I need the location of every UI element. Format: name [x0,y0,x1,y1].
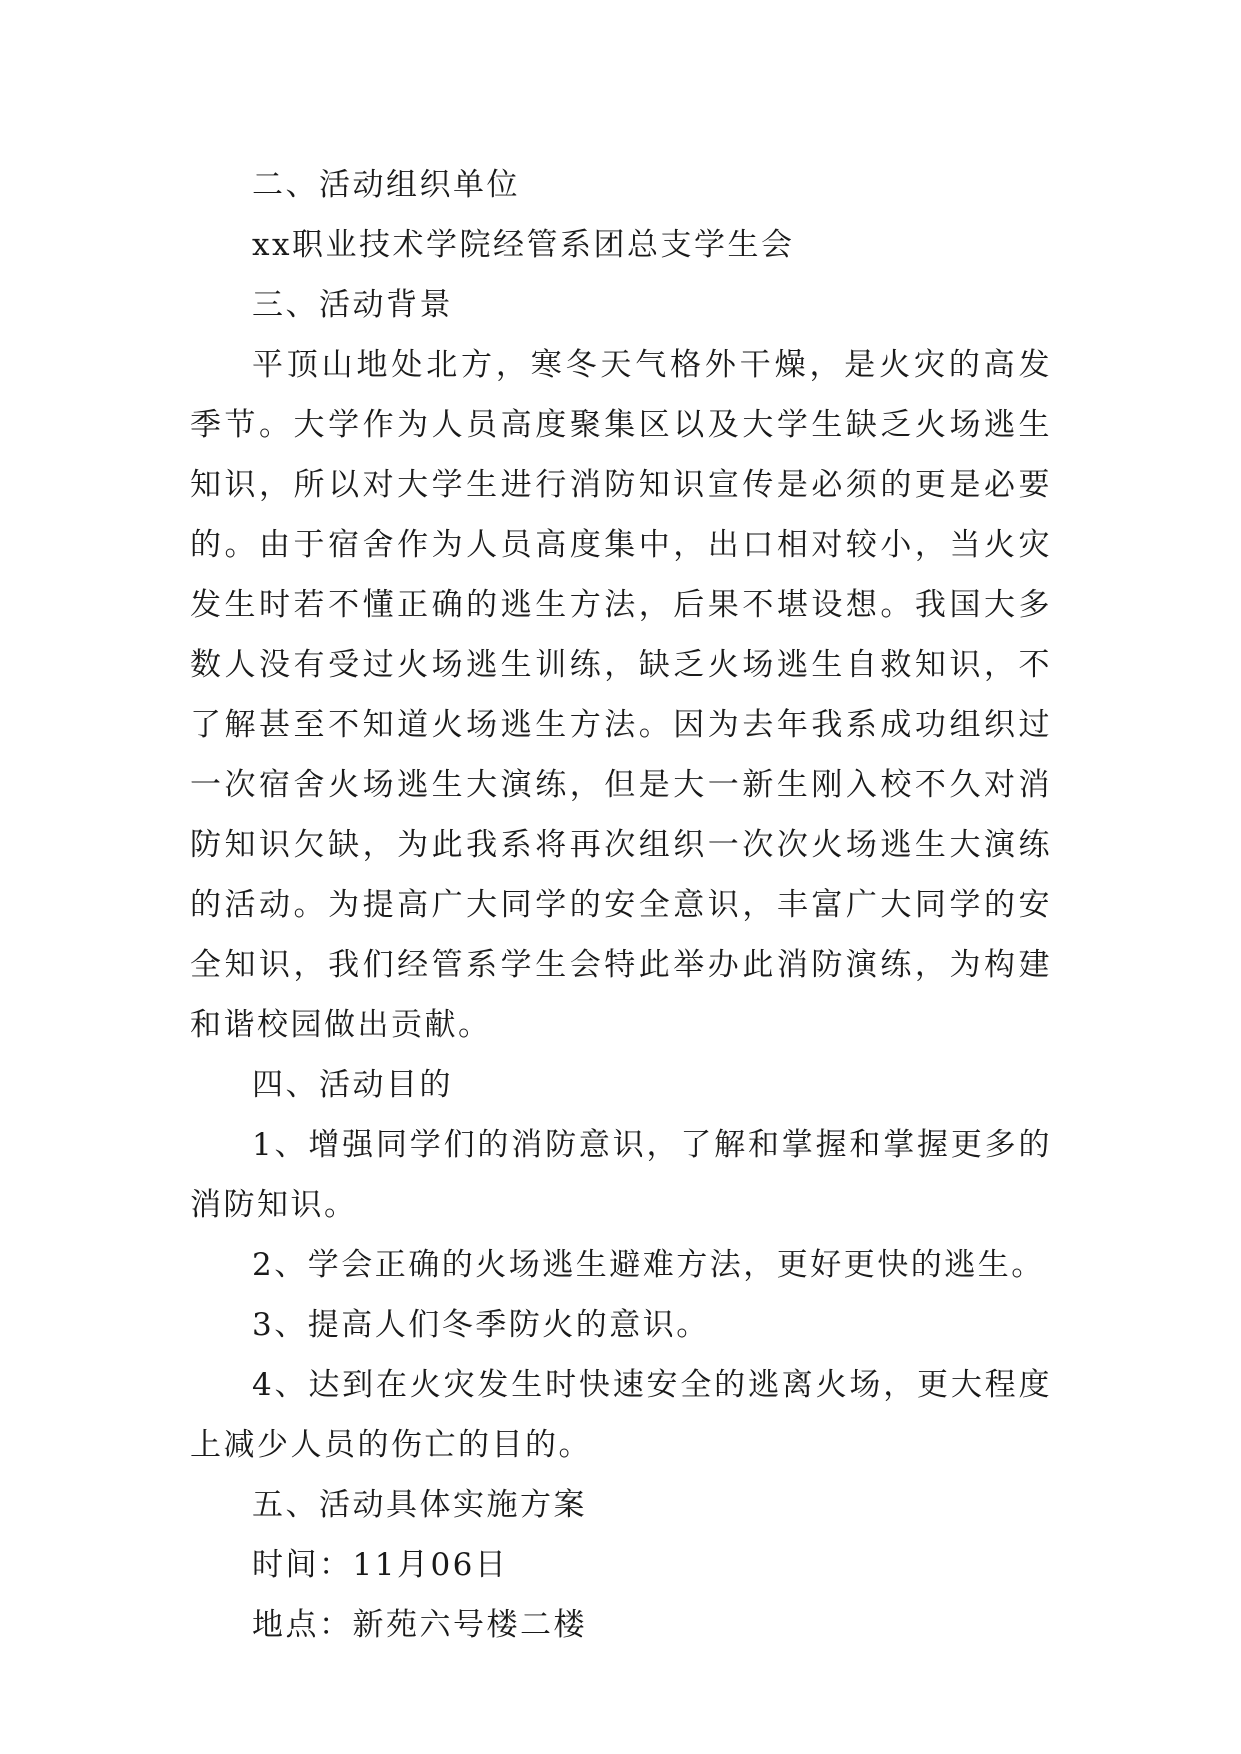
purpose-item-2: 2、学会正确的火场逃生避难方法，更好更快的逃生。 [252,1247,1045,1283]
section-heading-organizer: 二、活动组织单位 [252,167,520,203]
purpose-item-1: 1、增强同学们的消防意识，了解和掌握和掌握更多的消防知识。 [190,1127,1052,1223]
purpose-item-3: 3、提高人们冬季防火的意识。 [252,1307,710,1343]
background-paragraph: 平顶山地处北方，寒冬天气格外干燥，是火灾的高发季节。大学作为人员高度聚集区以及大学生缺乏火场逃生知识，所以对大学生进行消防知识宣传是必须的更是必要的。由于宿舍作为人员高度集中，出口相对较小，当火灾发生时若不懂正确的逃生方法，后果不堪设想。我国大多数人没有受过火场逃生训练，缺乏火场逃生自救知识，不了解甚至不知道火场逃生方法。因为去年我系成功组织过一次宿舍火场逃生大演练，但是大一新生刚入校不久对消防知识欠缺，为此我系将再次组织一次次火场逃生大演练的活动。为提高广大同学的安全意识，丰富广大同学的安全知识，我们经管系学生会特此举办此消防演练，为构建和谐校园做出贡献。 [190,347,1052,1043]
organizer-text: xx职业技术学院经管系团总支学生会 [252,227,795,263]
document-body [190,155,1052,1655]
section-heading-purpose: 四、活动目的 [252,1067,453,1103]
section-heading-background: 三、活动背景 [252,287,453,323]
plan-location: 地点：新苑六号楼二楼 [252,1607,587,1643]
plan-time: 时间：11月06日 [252,1547,509,1583]
purpose-item-4: 4、达到在火灾发生时快速安全的逃离火场，更大程度上减少人员的伤亡的目的。 [190,1367,1052,1463]
section-heading-plan: 五、活动具体实施方案 [252,1487,587,1523]
